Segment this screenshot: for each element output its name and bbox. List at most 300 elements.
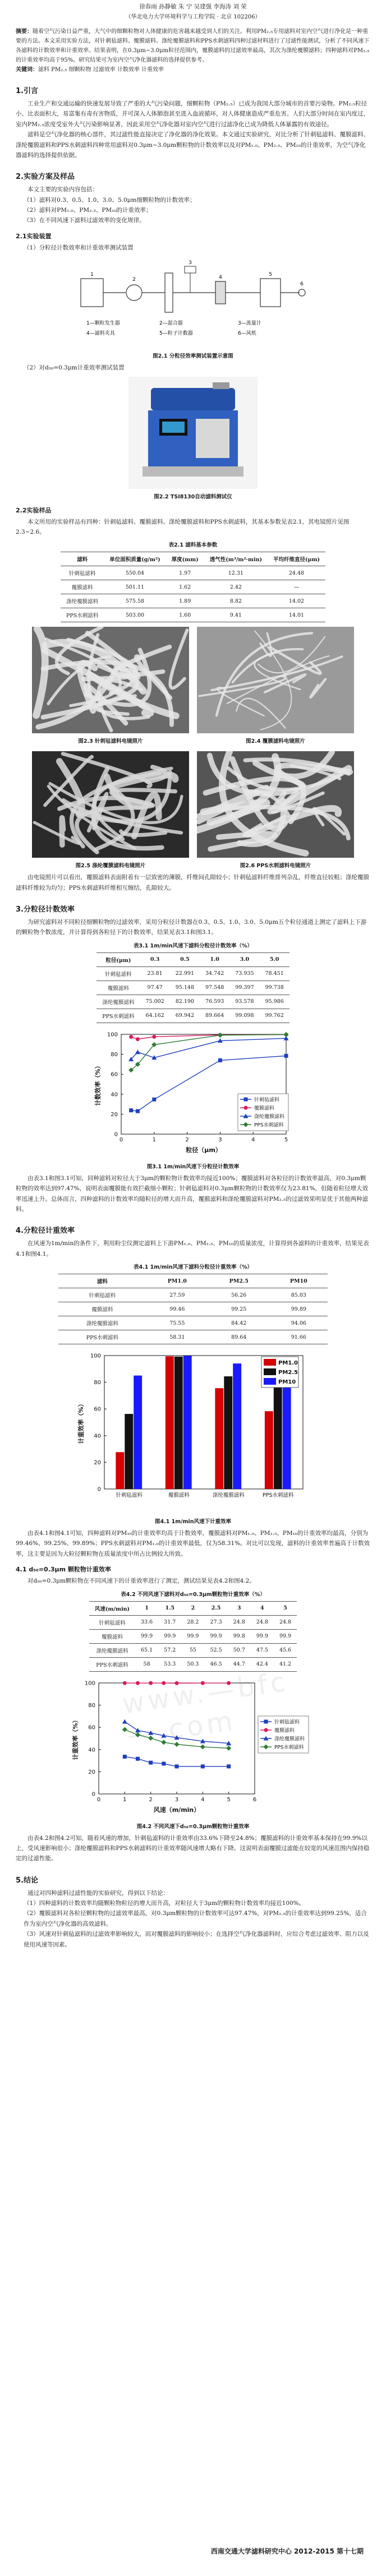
- schematic-label: 1—颗粒发生器: [86, 321, 120, 327]
- x-tick-label: 0: [96, 1796, 101, 1803]
- table-cell: 99.8: [228, 1629, 251, 1643]
- section-heading-1: 1.引言: [16, 87, 38, 95]
- table-cell: 47.5: [251, 1643, 274, 1657]
- data-point: [152, 1097, 156, 1101]
- table-row: [89, 1643, 297, 1657]
- bar: [224, 1376, 232, 1489]
- list-item: （2）对d₅₀=0.3μm计重效率测试装置: [24, 364, 125, 372]
- list-item: （2）滤料对PM₁.₀、PM₂.₅、PM₁₀的计重效率；: [24, 207, 152, 214]
- data-point: [201, 1764, 205, 1768]
- content-list: [0, 195, 386, 226]
- data-point: [227, 1764, 231, 1768]
- table-cell: 24.48: [268, 566, 325, 580]
- keywords-label: 关键词：: [16, 67, 38, 73]
- data-point: [136, 1681, 140, 1685]
- bar: [134, 1376, 142, 1489]
- conclusion-list: [0, 1898, 386, 1950]
- legend-label: 覆膜滤料: [274, 1728, 295, 1733]
- data-point: [135, 1728, 140, 1732]
- series-line: [125, 1722, 228, 1743]
- table-row: [96, 1009, 290, 1023]
- data-point: [123, 1681, 127, 1685]
- table-cell: 覆膜滤料: [61, 580, 104, 594]
- table-cell: 53.3: [158, 1657, 181, 1671]
- table-cell: 覆膜滤料: [96, 981, 140, 995]
- data-point: [162, 1761, 166, 1765]
- x-tick-label: 1: [123, 1796, 127, 1803]
- data-point: [218, 1058, 222, 1062]
- table-header: PM1.0: [146, 1274, 208, 1288]
- data-point: [136, 1756, 140, 1760]
- svg-text:4: 4: [219, 275, 222, 281]
- table-row: [61, 608, 325, 622]
- table-2-1: [61, 552, 325, 622]
- author-list: 徐春雨 孙静敏 朱 宁 吴建强 李海涛 刘 荣: [139, 3, 247, 10]
- table-row: [96, 981, 290, 995]
- figure-caption: 图2.1 分粒径效率测试装置示意图: [153, 353, 233, 360]
- legend-marker: [264, 1728, 268, 1732]
- section-heading-4: 4.分粒径计重效率: [16, 1227, 75, 1236]
- y-tick-label: 40: [88, 1746, 95, 1753]
- table-cell: 46.5: [204, 1657, 227, 1671]
- list-item: （1）分粒径计数效率和计重效率测试装置: [24, 244, 134, 251]
- table-row: [61, 566, 325, 580]
- table-row: [96, 966, 290, 981]
- table-row: [89, 1657, 297, 1671]
- instrument-photo: [128, 377, 258, 489]
- table-cell: 58.31: [146, 1330, 208, 1344]
- subsection-heading-2-2: 2.2实验样品: [16, 506, 52, 514]
- schematic-label: 5—粒子计数器: [159, 331, 193, 337]
- table-cell: 69.942: [170, 1009, 200, 1023]
- table-cell: 58: [135, 1657, 158, 1671]
- legend-label: PM10: [278, 1379, 296, 1385]
- table-cell: 85.03: [270, 1288, 328, 1302]
- figure-caption: 图3.1 1m/min风速下分粒径计数效率: [146, 1163, 240, 1170]
- table-row: [89, 1615, 297, 1629]
- y-tick-label: 100: [107, 1032, 118, 1038]
- table-cell: 75.002: [140, 995, 170, 1009]
- sem-image: [32, 627, 189, 733]
- data-point: [201, 1681, 205, 1685]
- table-header: 透气性(m³/m²·min): [204, 552, 268, 566]
- table-header: 5: [274, 1601, 297, 1615]
- table-cell: 针刺毡滤料: [61, 566, 104, 580]
- table-cell: 覆膜滤料: [89, 1629, 135, 1643]
- table-cell: PPS水刺滤料: [89, 1657, 135, 1671]
- table-header: 4: [251, 1601, 274, 1615]
- table-header: 1.5: [158, 1601, 181, 1615]
- table-cell: 针刺毡滤料: [58, 1288, 146, 1302]
- legend-swatch: [264, 1368, 276, 1375]
- schematic-label: 2—混合器: [159, 321, 183, 327]
- table-cell: 50.7: [228, 1643, 251, 1657]
- table-header: 3.0: [229, 952, 259, 966]
- legend-marker: [244, 1106, 248, 1109]
- table-cell: PPS水刺滤料: [61, 608, 104, 622]
- x-tick-label: 2: [149, 1796, 153, 1803]
- figure-4-1: [75, 1349, 311, 1514]
- table-cell: 64.162: [140, 1009, 170, 1023]
- table-cell: 91.66: [270, 1330, 328, 1344]
- y-tick-label: 0: [97, 1486, 101, 1493]
- table-cell: 涤纶覆膜滤料: [58, 1316, 146, 1330]
- legend-label: 针刺毡滤料: [274, 1719, 300, 1725]
- table-row: [61, 594, 325, 608]
- table-cell: 65.1: [135, 1643, 158, 1657]
- table-header: 单位面积质量(g/m²): [104, 552, 166, 566]
- x-tick-label: 4: [201, 1796, 205, 1803]
- table-header: 1.0: [200, 952, 229, 966]
- table-caption: 表2.1 滤料基本参数: [168, 542, 218, 549]
- table-cell: 2.42: [204, 580, 268, 594]
- list-item: （2）覆膜滤料对各粒径颗粒物的过滤效率最高，对0.3μm颗粒物的计数效率可达97.47%，对PM₂.₅的计重效率达到99.25%，适合作为室内空气净化器的高效滤料。: [24, 1910, 367, 1927]
- data-point: [149, 1681, 153, 1685]
- table-cell: 针刺毡滤料: [89, 1615, 135, 1629]
- list-item: （3）在不同风速下滤料过滤效率的变化规律。: [24, 217, 145, 224]
- paragraph: 对d₅₀=0.3μm颗粒物在不同风速下的计重效率进行了测定，测试结果见表4.2和图4.2。: [27, 1578, 255, 1585]
- data-point: [129, 1108, 133, 1112]
- x-tick-label: 6: [252, 1796, 257, 1803]
- y-tick-label: 0: [114, 1131, 118, 1138]
- table-header: 厚度(mm): [166, 552, 204, 566]
- y-axis-label: 计重效率（%）: [72, 1716, 79, 1760]
- figure-caption: 图4.1 1m/min风速下计重效率: [154, 1519, 232, 1525]
- table-cell: 27.3: [204, 1615, 227, 1629]
- section-heading-3: 3.分粒径计数效率: [16, 905, 75, 914]
- table-cell: 55: [181, 1643, 204, 1657]
- table-cell: 99.397: [229, 981, 259, 995]
- x-tick-label: 5: [284, 1136, 288, 1143]
- table-cell: 94.06: [270, 1316, 328, 1330]
- data-point: [122, 1719, 127, 1723]
- fiber-texture: [32, 627, 189, 733]
- table-cell: 1.60: [166, 608, 204, 622]
- abstract-text: 随着空气污染日益严重，大气中的细颗粒物对人体健康的危害越来越受到人们的关注。利用PM₂.₅专用滤料对室内空气进行净化是一种重要的方法。本文采用实验方法，对针刺毡滤料、覆膜滤料、涤纶覆膜滤料和PPS水刺滤料四种过滤材料进行了过滤性能测试，分析了不同风速下各滤料的计数效率和计重效率。结果表明，在0.3μm~3.0μm粒径范围内，覆膜滤料的过滤效率最高，其次为涤纶覆膜滤料；四种滤料对PM₂.₅的计重效率均高于95%。研究结果可为室内空气净化器滤料的选择提供参考。: [16, 29, 370, 63]
- legend-label: PPS水刺滤料: [274, 1745, 304, 1750]
- table-cell: 99.9: [274, 1629, 297, 1643]
- data-point: [218, 1033, 223, 1038]
- svg-text:2: 2: [132, 277, 136, 283]
- table-row: [61, 580, 325, 594]
- data-point: [148, 1735, 153, 1740]
- data-point: [135, 1732, 140, 1737]
- subsection-heading-2-1: 2.1实验装置: [16, 232, 52, 240]
- table-cell: 57.2: [158, 1643, 181, 1657]
- table-cell: 97.47: [140, 981, 170, 995]
- table-cell: 99.46: [146, 1302, 208, 1316]
- table-cell: 99.89: [270, 1302, 328, 1316]
- legend-label: 针刺毡滤料: [254, 1097, 280, 1103]
- table-cell: 56.26: [208, 1288, 270, 1302]
- table-header: 0.5: [170, 952, 200, 966]
- list-item: （3）风速对针刺毡滤料的过滤效率影响较大，而对覆膜滤料的影响较小；在选择空气净化器滤料时，应综合考虑过滤效率、阻力以及使用风速等因素。: [24, 1931, 369, 1948]
- bar: [215, 1388, 223, 1489]
- legend-swatch: [264, 1378, 276, 1385]
- table-cell: 550.04: [104, 566, 166, 580]
- page-footer: 西南交通大学滤料研究中心 2012-2015 第十七期: [210, 2547, 364, 2555]
- figure-caption: 图2.2 TSI8130自动滤料测试仪: [154, 493, 232, 500]
- x-tick-label: 2: [185, 1136, 189, 1143]
- y-tick-label: 60: [111, 1071, 118, 1078]
- table-cell: 97.548: [200, 981, 229, 995]
- table-cell: 99.25: [208, 1302, 270, 1316]
- bar: [174, 1357, 183, 1489]
- table-header: 5.0: [260, 952, 290, 966]
- keywords: 滤料 PM₂.₅ 细颗粒物 过滤效率 计数效率 计重效率: [38, 67, 164, 73]
- legend-label: PM2.5: [278, 1370, 298, 1376]
- sem-image: [197, 627, 354, 733]
- table-row: [58, 1302, 328, 1316]
- table-cell: 22.991: [170, 966, 200, 981]
- bar-chart-mass-efficiency: [75, 1349, 311, 1511]
- table-header: 风速(m/min): [89, 1601, 135, 1615]
- table-cell: 52.5: [204, 1643, 227, 1657]
- paragraph: 通过对四种滤料过滤性能的实验研究，得到以下结论：: [27, 1889, 169, 1897]
- table-row: [58, 1288, 328, 1302]
- table-4-1: [58, 1274, 328, 1344]
- fiber-texture: [32, 751, 189, 858]
- svg-text:1: 1: [90, 272, 94, 278]
- fiber-texture: [197, 751, 354, 858]
- data-point: [129, 1035, 133, 1039]
- figure-3-1: [92, 1028, 294, 1159]
- legend-marker: [264, 1719, 268, 1723]
- sem-image: [197, 751, 354, 858]
- table-caption: 表4.2 不同风速下滤料对d₅₀=0.3μm颗粒物计重效率（%）: [121, 1591, 265, 1598]
- paragraph: 滤料是空气净化器的核心部件，其过滤性能直接决定了净化器的净化效果。本文通过实验研究，对比分析了针刺毡滤料、覆膜滤料、涤纶覆膜滤料和PPS水刺滤料四种常用滤料对0.3μm~3.0μm颗粒物的计数效率以及对PM₁.₀、PM₂.₅、PM₁₀的计重效率，为空气净化器滤料的选择提供依据。: [16, 131, 369, 159]
- table-cell: 8.82: [204, 594, 268, 608]
- table-4-2: [89, 1601, 297, 1672]
- bar: [265, 1411, 273, 1489]
- paragraph: 本文主要的实验内容包括：: [27, 186, 98, 193]
- table-cell: 501.11: [104, 580, 166, 594]
- table-cell: 78.451: [260, 966, 290, 981]
- data-point: [161, 1740, 166, 1745]
- bar: [166, 1356, 174, 1489]
- paragraph: 由表3.1和图3.1可知，同种滤料对粒径大于3μm的颗粒物计数效率均接近100%；覆膜滤料对各粒径的计数效率最高，对0.3μm颗粒物的效率达到97.47%，说明表面覆膜能有效拦截细小颗粒；针刺毡滤料对0.3μm颗粒物的计数效率仅为23.81%，但随着粒径增大效率迅速上升。总体而言，四种滤料的计数效率均随粒径的增大而升高，覆膜滤料和涤纶覆膜滤料对PM₂.₅的过滤效果明显优于其他两种滤料。: [16, 1174, 369, 1213]
- line-chart-count-efficiency: [92, 1028, 294, 1157]
- table-cell: 45.6: [274, 1643, 297, 1657]
- paragraph: 由电镜照片可以看出，覆膜滤料表面附着有一层致密的薄膜，纤维间孔隙较小；针刺毡滤料纤维排列杂乱，纤维直径较粗；涤纶覆膜滤料纤维较为均匀；PPS水刺滤料纤维相互缠结，孔隙较大。: [16, 874, 369, 891]
- table-cell: 28.2: [181, 1615, 204, 1629]
- legend-label: 涤纶覆膜滤料: [254, 1114, 285, 1120]
- table-cell: 24.8: [274, 1615, 297, 1629]
- table-caption: 表3.1 1m/min风速下滤料分粒径计数效率（%）: [133, 942, 253, 949]
- data-point: [149, 1760, 153, 1764]
- figure-caption: 图2.4 覆膜滤料电镜照片: [246, 738, 305, 745]
- figure-2-1: [75, 256, 311, 348]
- y-tick-label: 80: [111, 1051, 118, 1058]
- paragraph: 在风速为1m/min的条件下，利用粉尘仪测定滤料上下游PM₁.₀、PM₂.₅、PM₁₀的质量浓度，计算得到各滤料的计重效率，结果见表4.1和图4.1。: [16, 1240, 369, 1257]
- bar: [183, 1356, 192, 1489]
- watermark: www.—bfc—.com: [120, 1666, 291, 1752]
- y-axis-label: 计数效率（%）: [94, 1062, 102, 1106]
- table-cell: 24.8: [251, 1615, 274, 1629]
- table-cell: 9.41: [204, 608, 268, 622]
- table-cell: 涤纶覆膜滤料: [61, 594, 104, 608]
- data-point: [175, 1764, 179, 1768]
- bar: [233, 1363, 241, 1489]
- table-header: 平均纤维直径(μm): [268, 552, 325, 566]
- table-header: 2: [181, 1601, 204, 1615]
- table-header: 2.5: [204, 1601, 227, 1615]
- x-category-label: 针刺毡滤料: [116, 1492, 143, 1499]
- sem-row-2: [0, 751, 386, 872]
- subsection-heading-4-1: 4.1 d₅₀=0.3μm 颗粒物计重效率: [16, 1566, 111, 1574]
- fiber-strand: [255, 653, 301, 690]
- fiber-strand: [236, 699, 285, 728]
- table-header: PM2.5: [208, 1274, 270, 1288]
- table-cell: 99.9: [181, 1629, 204, 1643]
- table-cell: 575.58: [104, 594, 166, 608]
- data-point: [135, 1049, 140, 1054]
- fiber-strand: [112, 775, 175, 787]
- table-cell: 34.742: [200, 966, 229, 981]
- x-axis-label: 风速（m/min）: [153, 1806, 200, 1814]
- y-tick-label: 20: [111, 1111, 118, 1118]
- table-cell: 99.9: [158, 1629, 181, 1643]
- table-3-1: [96, 952, 290, 1023]
- table-cell: 50.3: [181, 1657, 204, 1671]
- y-tick-label: 100: [90, 1353, 101, 1359]
- legend-label: 覆膜滤料: [254, 1106, 275, 1112]
- y-tick-label: 0: [91, 1791, 95, 1797]
- table-cell: 99.9: [251, 1629, 274, 1643]
- svg-text:3: 3: [189, 260, 192, 266]
- table-cell: 涤纶覆膜滤料: [96, 995, 140, 1009]
- x-tick-label: 3: [174, 1796, 179, 1803]
- figure-caption: 图4.2 不同风速下d₅₀=0.3μm颗粒物计重效率: [136, 1823, 250, 1830]
- figure-4-2: [70, 1676, 316, 1819]
- table-cell: 1.89: [166, 594, 204, 608]
- y-tick-label: 80: [94, 1380, 101, 1386]
- table-cell: 76.593: [200, 995, 229, 1009]
- x-axis-label: 粒径（μm）: [186, 1146, 222, 1154]
- fiber-texture: [197, 627, 354, 733]
- y-tick-label: 20: [88, 1769, 95, 1775]
- x-tick-label: 1: [152, 1136, 156, 1143]
- apparatus-schematic: [75, 256, 311, 346]
- x-tick-label: 4: [251, 1136, 255, 1143]
- figure-caption: 图2.3 针刺毡滤料电镜照片: [78, 738, 143, 745]
- section-heading-2: 2.实验方案及样品: [16, 173, 75, 182]
- table-cell: 覆膜滤料: [58, 1302, 146, 1316]
- x-tick-label: 3: [218, 1136, 222, 1143]
- table-cell: 23.81: [140, 966, 170, 981]
- table-cell: 41.2: [274, 1657, 297, 1671]
- y-tick-label: 40: [94, 1433, 101, 1440]
- schematic-label: 4—滤料夹具: [86, 331, 115, 337]
- table-cell: 42.4: [251, 1657, 274, 1671]
- data-point: [175, 1681, 179, 1685]
- data-point: [284, 1054, 288, 1058]
- schematic-label: 6—风机: [238, 331, 256, 337]
- data-point: [122, 1727, 127, 1732]
- bar: [125, 1414, 133, 1489]
- table-cell: 1.97: [166, 566, 204, 580]
- table-cell: 14.01: [268, 608, 325, 622]
- x-category-label: 覆膜滤料: [168, 1492, 190, 1499]
- table-cell: 99.9: [204, 1629, 227, 1643]
- legend-label: 涤纶覆膜滤料: [274, 1736, 305, 1742]
- table-cell: 14.02: [268, 594, 325, 608]
- fiber-strand: [62, 818, 63, 845]
- table-caption: 表4.1 1m/min风速下滤料分粒径计重效率（%）: [133, 1264, 253, 1270]
- fiber-strand: [310, 679, 325, 698]
- table-cell: 75.55: [146, 1316, 208, 1330]
- table-cell: 93.578: [229, 995, 259, 1009]
- table-header: 3: [228, 1601, 251, 1615]
- data-point: [136, 1037, 140, 1041]
- table-cell: 99.738: [260, 981, 290, 995]
- line-chart-wind-speed: [70, 1676, 316, 1816]
- x-category-label: PPS水刺滤料: [263, 1492, 294, 1499]
- table-cell: 44.7: [228, 1657, 251, 1671]
- table-cell: 73.935: [229, 966, 259, 981]
- fiber-strand: [36, 629, 45, 715]
- x-tick-label: 0: [119, 1136, 123, 1143]
- list-item: （1）滤料对0.3、0.5、1.0、3.0、5.0μm细颗粒物的计数效率；: [24, 196, 196, 204]
- svg-text:6: 6: [300, 281, 304, 288]
- data-point: [227, 1681, 231, 1685]
- sem-row-1: [0, 627, 386, 748]
- table-cell: 503.00: [104, 608, 166, 622]
- table-header: 滤料: [61, 552, 104, 566]
- data-point: [152, 1035, 156, 1039]
- legend-label: PM1.0: [278, 1360, 298, 1366]
- list-item: （1）四种滤料的计数效率均随颗粒物粒径的增大而升高，对粒径大于3μm的颗粒物计数效率均接近100%。: [24, 1900, 305, 1907]
- data-point: [162, 1681, 166, 1685]
- table-cell: 12.31: [204, 566, 268, 580]
- table-cell: 89.64: [208, 1330, 270, 1344]
- legend-swatch: [264, 1359, 276, 1366]
- data-point: [136, 1109, 140, 1113]
- legend-marker: [244, 1097, 248, 1101]
- y-tick-label: 100: [84, 1680, 95, 1686]
- abstract-label: 摘要：: [16, 29, 33, 35]
- y-tick-label: 60: [94, 1406, 101, 1413]
- table-cell: 95.148: [170, 981, 200, 995]
- data-point: [174, 1741, 180, 1746]
- table-row: [89, 1629, 297, 1643]
- table-cell: 99.762: [260, 1009, 290, 1023]
- affiliation: （华北电力大学环境科学与工程学院 · 北京 102206）: [125, 14, 261, 20]
- table-cell: 27.59: [146, 1288, 208, 1302]
- sem-image: [32, 751, 189, 858]
- table-cell: PPS水刺滤料: [58, 1330, 146, 1344]
- table-cell: 84.42: [208, 1316, 270, 1330]
- table-header: 滤料: [58, 1274, 146, 1288]
- table-cell: —: [268, 580, 325, 594]
- fiber-strand: [170, 630, 187, 688]
- table-cell: 82.190: [170, 995, 200, 1009]
- bar: [116, 1452, 124, 1489]
- table-cell: 89.664: [200, 1009, 229, 1023]
- abstract: [0, 20, 386, 75]
- data-point: [284, 1032, 289, 1037]
- table-cell: 针刺毡滤料: [96, 966, 140, 981]
- table-cell: PPS水刺滤料: [96, 1009, 140, 1023]
- data-point: [226, 1745, 231, 1750]
- table-cell: 99.9: [135, 1629, 158, 1643]
- data-point: [200, 1744, 205, 1749]
- table-cell: 33.6: [135, 1615, 158, 1629]
- figure-caption: 图2.6 PPS水刺滤料电镜照片: [240, 863, 311, 870]
- schematic-label: 3—流量计: [238, 321, 261, 327]
- y-tick-label: 20: [94, 1459, 101, 1466]
- table-header: 0.3: [140, 952, 170, 966]
